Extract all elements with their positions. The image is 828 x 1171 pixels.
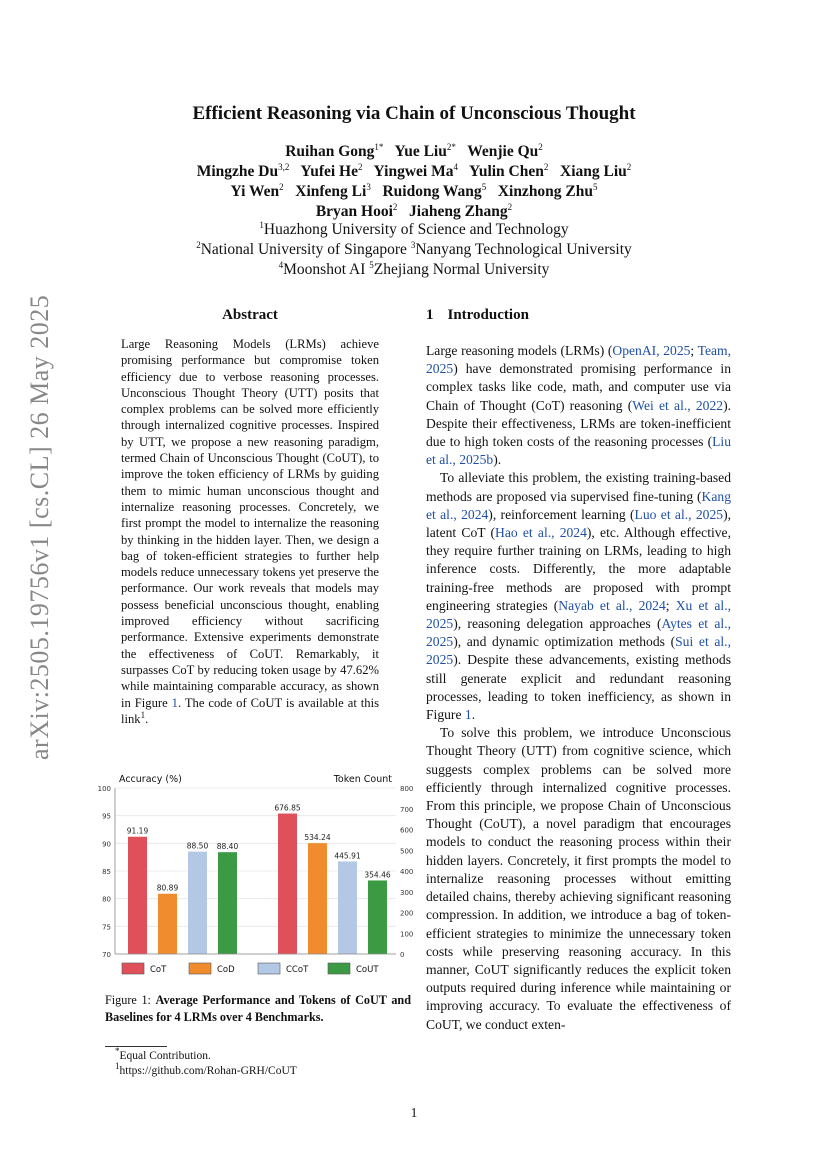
abstract-heading: Abstract xyxy=(222,307,278,323)
citation-link[interactable]: Hao et al., 2024 xyxy=(495,525,587,541)
token-value-label: 676.85 xyxy=(274,803,301,813)
right-tick-label: 400 xyxy=(400,868,414,876)
citation-link[interactable]: OpenAI, 2025 xyxy=(612,343,691,358)
token-bar-ccot xyxy=(338,861,357,954)
author-name: Xinzhong Zhu$^5$ xyxy=(497,181,598,200)
accuracy-value-label: 91.19 xyxy=(126,826,149,836)
author-name: Xiang Liu$^2$ xyxy=(560,161,632,180)
right-axis-label: Token Count xyxy=(333,774,392,785)
right-tick-label: 600 xyxy=(400,826,414,835)
token-value-label: 354.46 xyxy=(364,870,391,880)
author-line-2 xyxy=(0,162,828,182)
right-tick-label: 500 xyxy=(400,847,414,856)
author-name: Yingwei Ma$^4$ xyxy=(373,161,458,180)
citation-link[interactable]: Sui et al., 2025 xyxy=(426,634,731,668)
intro-paragraph-2: To alleviate this problem, the existing training-based methods are proposed via supervised fine-tuning (Kang et al., 2024), reinforcement learning (Luo et al., 2025), latent CoT (Hao et al., 2024), etc. Although effective, they require further training on LRMs, leading to high inference costs. Differently, the more adaptable training-free methods are proposed with prompt engineering strategies (Nayab et al., 2024; Xu et al., 2025), reasoning delegation approaches (Aytes et al., 2025), and dynamic optimization methods (Sui et al., 2025). Despite these advancements, existing methods still generate explicit and redundant reasoning processes, leading to token inefficiency, as shown in Figure 1. xyxy=(426,470,732,723)
token-bar-cout xyxy=(368,880,387,954)
token-value-label: 534.24 xyxy=(304,833,331,843)
author-name: Yue Liu$^{2*}$ xyxy=(394,141,456,160)
right-tick-label: 800 xyxy=(400,785,414,793)
paper-title: Efficient Reasoning via Chain of Unconscious Thought xyxy=(192,103,636,124)
author-name: Bryan Hooi$^2$ xyxy=(315,201,398,220)
footnote-mark: 1 xyxy=(140,709,146,720)
accuracy-bar-cout xyxy=(218,852,237,954)
introduction-heading: 1 Introduction xyxy=(426,307,529,323)
right-tick-label: 700 xyxy=(400,805,414,814)
citation-link[interactable]: Team, 2025 xyxy=(426,343,731,377)
legend-swatch-cout xyxy=(328,963,350,974)
affiliation-line-1: $^1$Huazhong University of Science and Technology xyxy=(259,219,569,238)
affiliation-name: Nanyang Technological University xyxy=(415,241,632,258)
citation-link[interactable]: Kang et al., 2024 xyxy=(426,488,731,522)
author-line-3 xyxy=(0,182,828,202)
author-name: Wenjie Qu$^2$ xyxy=(467,141,543,160)
accuracy-value-label: 80.89 xyxy=(156,883,179,893)
accuracy-bar-cod xyxy=(158,894,177,954)
affiliation-name: National University of Singapore xyxy=(200,241,411,258)
affiliation-name: Moonshot AI xyxy=(283,261,370,278)
figure-reference-link[interactable]: 1 xyxy=(171,695,178,710)
legend-label-cout: CoUT xyxy=(356,965,379,975)
author-name: Xinfeng Li$^3$ xyxy=(295,181,371,200)
affiliation-line-3: $^4$Moonshot AI $^5$Zhejiang Normal University xyxy=(278,259,550,278)
accuracy-token-chart xyxy=(88,770,418,980)
figure-label: Figure 1: xyxy=(105,993,156,1007)
legend-swatch-cod xyxy=(189,963,211,974)
accuracy-value-label: 88.40 xyxy=(216,842,239,852)
citation-link[interactable]: Xu et al., 2025 xyxy=(426,597,731,632)
token-bar-cod xyxy=(308,843,327,954)
author-name: Jiaheng Zhang$^2$ xyxy=(409,201,513,220)
abstract-body xyxy=(121,336,379,727)
citation-link[interactable]: Wei et al., 2022 xyxy=(632,397,724,413)
legend-label-ccot: CCoT xyxy=(286,965,309,975)
citation-link[interactable]: Liu et al., 2025b xyxy=(426,434,731,468)
affiliation-name: Huazhong University of Science and Technology xyxy=(263,221,569,238)
right-tick-label: 200 xyxy=(400,909,414,918)
citation-link[interactable]: Luo et al., 2025 xyxy=(634,506,724,522)
footnote-equal-contribution: *Equal Contribution. xyxy=(115,1046,211,1062)
legend-label-cod: CoD xyxy=(217,965,235,975)
abstract-text: Large Reasoning Models (LRMs) achieve promising performance but compromise token efficiency due to verbose reasoning processes. Unconscious Thought Theory (UTT) posits that complex problems can be solved more efficiently through internalized cognitive processes. Inspired by UTT, we propose a new reasoning paradigm, termed Chain of Unconscious Thought (CoUT), to improve the token efficiency of LRMs by guiding them to mimic human unconscious thought and internalize reasoning processes. Concretely, we first prompt the model to internalize the reasoning by thinking in the hidden layer. Then, we design a bag of token-efficient strategies to further help models reduce unnecessary tokens yet preserve the performance. Our work reveals that models may possess beneficial unconscious thought, enabling improved efficiency without sacrificing performance. Extensive experiments demonstrate the effectiveness of CoUT. Remarkably, it surpasses CoT by reducing token usage by 47.62% while maintaining comparable accuracy, as shown in Figure xyxy=(121,337,379,710)
introduction-body xyxy=(426,342,731,1034)
left-tick-label: 75 xyxy=(102,923,111,932)
accuracy-bar-ccot xyxy=(188,852,207,954)
token-bar-cot xyxy=(278,814,297,954)
left-axis-label: Accuracy (%) xyxy=(119,774,182,785)
accuracy-bar-cot xyxy=(128,837,147,954)
right-tick-label: 100 xyxy=(400,930,414,939)
left-tick-label: 80 xyxy=(102,895,111,904)
left-tick-label: 100 xyxy=(97,785,111,793)
left-tick-label: 70 xyxy=(102,951,111,959)
figure-caption-text: Average Performance and Tokens of CoUT and Baselines for 4 LRMs over 4 Benchmarks. xyxy=(105,993,411,1024)
accuracy-value-label: 88.50 xyxy=(186,841,209,851)
author-line-1 xyxy=(0,142,828,162)
intro-paragraph-3: To solve this problem, we introduce Unconscious Thought Theory (UTT) from cognitive science, which suggests complex problems can be solved more efficiently through internalized cognitive processes. From this principle, we propose Chain of Unconscious Thought (CoUT), a novel paradigm that encourages models to conduct the reasoning process within their hidden layers. Concretely, it first prompts the model to internalize reasoning processes without emitting detailed chains, thereby achieving significant reasoning compression. In addition, we introduce a bag of token-efficient strategies to minimize the unnecessary token costs while preserving reasoning accuracy. In this manner, CoUT significantly reduces the explicit token outputs required during inference while maintaining or improving accuracy. To evaluate the effectiveness of CoUT, we conduct exten- xyxy=(426,725,731,1032)
abstract-text-end: . The code of CoUT is available at this link xyxy=(121,695,379,726)
right-tick-label: 300 xyxy=(400,888,414,897)
right-tick-label: 0 xyxy=(400,951,405,959)
left-tick-label: 95 xyxy=(102,812,111,821)
affiliation-name: Zhejiang Normal University xyxy=(373,261,550,278)
page-number: 1 xyxy=(410,1105,418,1120)
author-name: Ruihan Gong$^{1*}$ xyxy=(285,141,384,160)
citation-link[interactable]: Aytes et al., 2025 xyxy=(426,616,732,650)
author-name: Mingzhe Du$^{3,2}$ xyxy=(196,161,290,180)
left-tick-label: 90 xyxy=(102,840,111,849)
arxiv-identifier: arXiv:2505.19756v1 [cs.CL] 26 May 2025 xyxy=(25,294,54,760)
left-tick-label: 85 xyxy=(102,868,111,876)
footnote-code-link[interactable]: $^1$https://github.com/Rohan-GRH/CoUT xyxy=(115,1061,297,1077)
author-name: Ruidong Wang$^5$ xyxy=(382,181,487,200)
citation-link[interactable]: Nayab et al., 2024 xyxy=(558,597,666,613)
author-line-4 xyxy=(0,202,828,222)
abstract-final-period: . xyxy=(145,711,149,726)
citation-link[interactable]: 1 xyxy=(464,707,472,723)
token-value-label: 445.91 xyxy=(334,851,361,861)
affiliation-line-2: $^2$National University of Singapore $^3$Nanyang Technological University xyxy=(196,239,632,258)
author-name: Yulin Chen$^2$ xyxy=(469,161,549,180)
legend-label-cot: CoT xyxy=(150,965,167,975)
author-name: Yi Wen$^2$ xyxy=(230,181,284,200)
author-name: Yufei He$^2$ xyxy=(300,161,363,180)
intro-paragraph-1: Large reasoning models (LRMs) (OpenAI, 2025; Team, 2025) have demonstrated promising performance in complex tasks like code, math, and computer use via Chain of Thought (CoT) reasoning (Wei et al., 2022). Despite their effectiveness, LRMs are token-inefficient due to high token costs of the reasoning processes (Liu et al., 2025b). xyxy=(426,343,731,468)
legend-swatch-cot xyxy=(122,963,144,974)
figure-caption xyxy=(105,992,411,1025)
legend-swatch-ccot xyxy=(258,963,280,974)
